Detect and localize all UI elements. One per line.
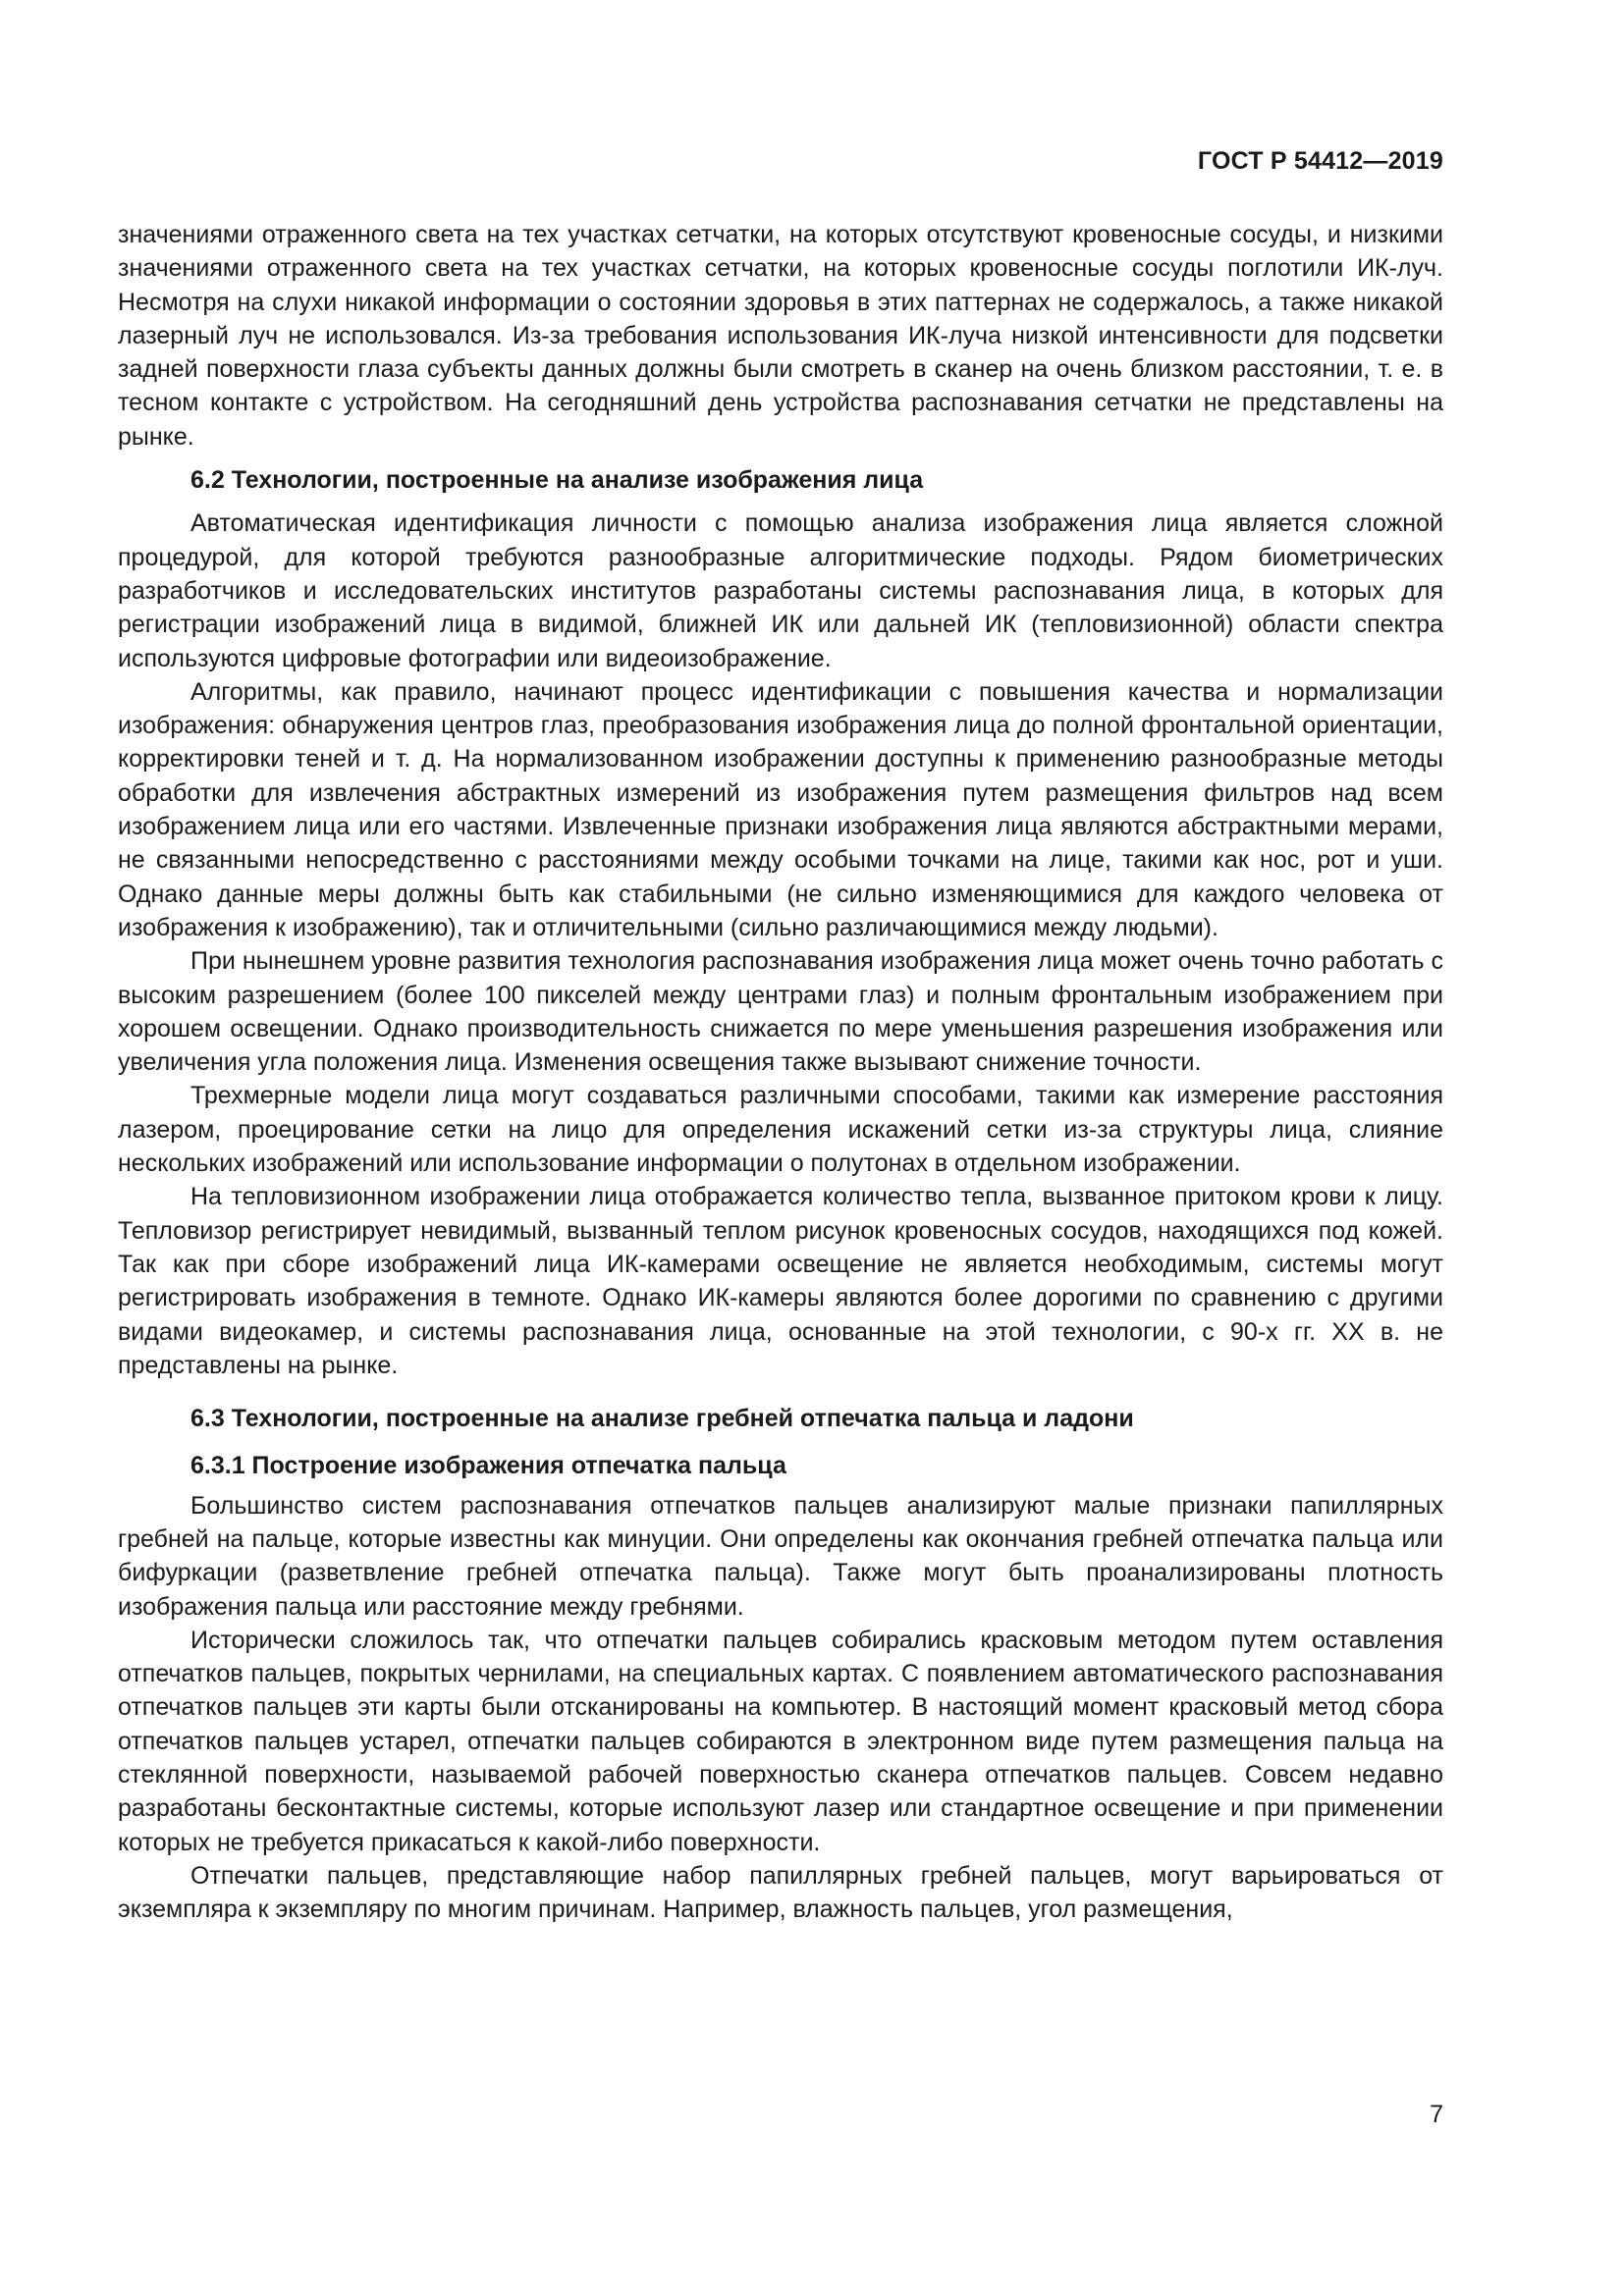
paragraph: При нынешнем уровне развития технология распознавания изображения лица может очень точно работать с высоким разрешением (более 100 пикселей между центрами глаз) и полным фронтальным изображением при хорошем освещении. Однако производительность снижается по мере уменьшения разрешения изображения или увеличения угла положения лица. Изменения освещения также вызывают снижение точности. (118, 947, 1443, 1077)
paragraph: Автоматическая идентификация личности с помощью анализа изображения лица является сложной процедурой, для которой требуются разнообразные алгоритмические подходы. Рядом биометрических разработчиков и исследовательских институтов разработаны системы распознавания лица, в которых для регистрации изображений лица в видимой, ближней ИК или дальней ИК (тепловизионной) области спектра используются цифровые фотографии или видеоизображение. (118, 509, 1443, 672)
paragraph: Исторически сложилось так, что отпечатки пальцев собирались красковым методом путем оставления отпечатков пальцев, покрытых чернилами, на специальных картах. С появлением автоматического распознавания отпечатков пальцев эти карты были отсканированы на компьютер. В настоящий момент красковый метод сбора отпечатков пальцев устарел, отпечатки пальцев собираются в электронном виде путем размещения пальца на стеклянной поверхности, называемой рабочей поверхностью сканера отпечатков пальцев. Совсем недавно разработаны бесконтактные системы, которые используют лазер или стандартное освещение и при применении которых не требуется прикасаться к какой-либо поверхности. (118, 1626, 1443, 1856)
paragraph: Алгоритмы, как правило, начинают процесс идентификации с повышения качества и нормализации изображения: обнаружения центров глаз, преобразования изображения лица до полной фронтальной ориентации, корректировки теней и т. д. На нормализованном изображении доступны к применению разнообразные методы обработки для извлечения абстрактных измерений из изображения путем размещения фильтров над всем изображением лица или его частями. Извлеченные признаки изображения лица являются абстрактными мерами, не связанными непосредственно с расстояниями между особыми точками на лице, такими как нос, рот и уши. Однако данные меры должны быть как стабильными (не сильно изменяющимися для каждого человека от изображения к изображению), так и отличительными (сильно различающимися между людьми). (118, 677, 1443, 941)
section-heading-6-2: 6.2 Технологии, построенные на анализе изображения лица (190, 466, 924, 495)
section-heading-6-3-1: 6.3.1 Построение изображения отпечатка пальца (190, 1452, 786, 1480)
paragraph: Отпечатки пальцев, представляющие набор папиллярных гребней пальцев, могут варьироваться от экземпляра к экземпляру по многим причинам. Например, влажность пальцев, угол размещения, (118, 1861, 1443, 1924)
standard-header: ГОСТ Р 54412—2019 (1197, 147, 1443, 175)
page-body (118, 218, 1443, 1927)
section-heading-6-3: 6.3 Технологии, построенные на анализе гребней отпечатка пальца и ладони (190, 1405, 1134, 1433)
page-number: 7 (1430, 2101, 1443, 2128)
paragraph: Трехмерные модели лица могут создаваться различными способами, такими как измерение расстояния лазером, проецирование сетки на лицо для определения искажений сетки из-за структуры лица, слияние нескольких изображений или использование информации о полутонах в отдельном изображении. (118, 1082, 1443, 1178)
continued-paragraph: значениями отраженного света на тех участках сетчатки, на которых отсутствуют кровеносные сосуды, и низкими значениями отраженного света на тех участках сетчатки, на которых кровеносные сосуды поглотили ИК-луч. Несмотря на слухи никакой информации о состоянии здоровья в этих паттернах не содержалось, а также никакой лазерный луч не использовался. Из-за требования использования ИК-луча низкой интенсивности для подсветки задней поверхности глаза субъекты данных должны были смотреть в сканер на очень близком расстоянии, т. е. в тесном контакте с устройством. На сегодняшний день устройства распознавания сетчатки не представлены на рынке. (118, 221, 1443, 451)
paragraph: На тепловизионном изображении лица отображается количество тепла, вызванное притоком крови к лицу. Тепловизор регистрирует невидимый, вызванный теплом рисунок кровеносных сосудов, находящихся под кожей. Так как при сборе изображений лица ИК-камерами освещение не является необходимым, системы могут регистрировать изображения в темноте. Однако ИК-камеры являются более дорогими по сравнению с другими видами видеокамер, и системы распознавания лица, основанные на этой технологии, с 90-х гг. XX в. не представлены на рынке. (118, 1183, 1443, 1379)
paragraph: Большинство систем распознавания отпечатков пальцев анализируют малые признаки папиллярных гребней на пальце, которые известны как минуции. Они определены как окончания гребней отпечатка пальца или бифуркации (разветвление гребней отпечатка пальца). Также могут быть проанализированы плотность изображения пальца или расстояние между гребнями. (118, 1491, 1443, 1621)
